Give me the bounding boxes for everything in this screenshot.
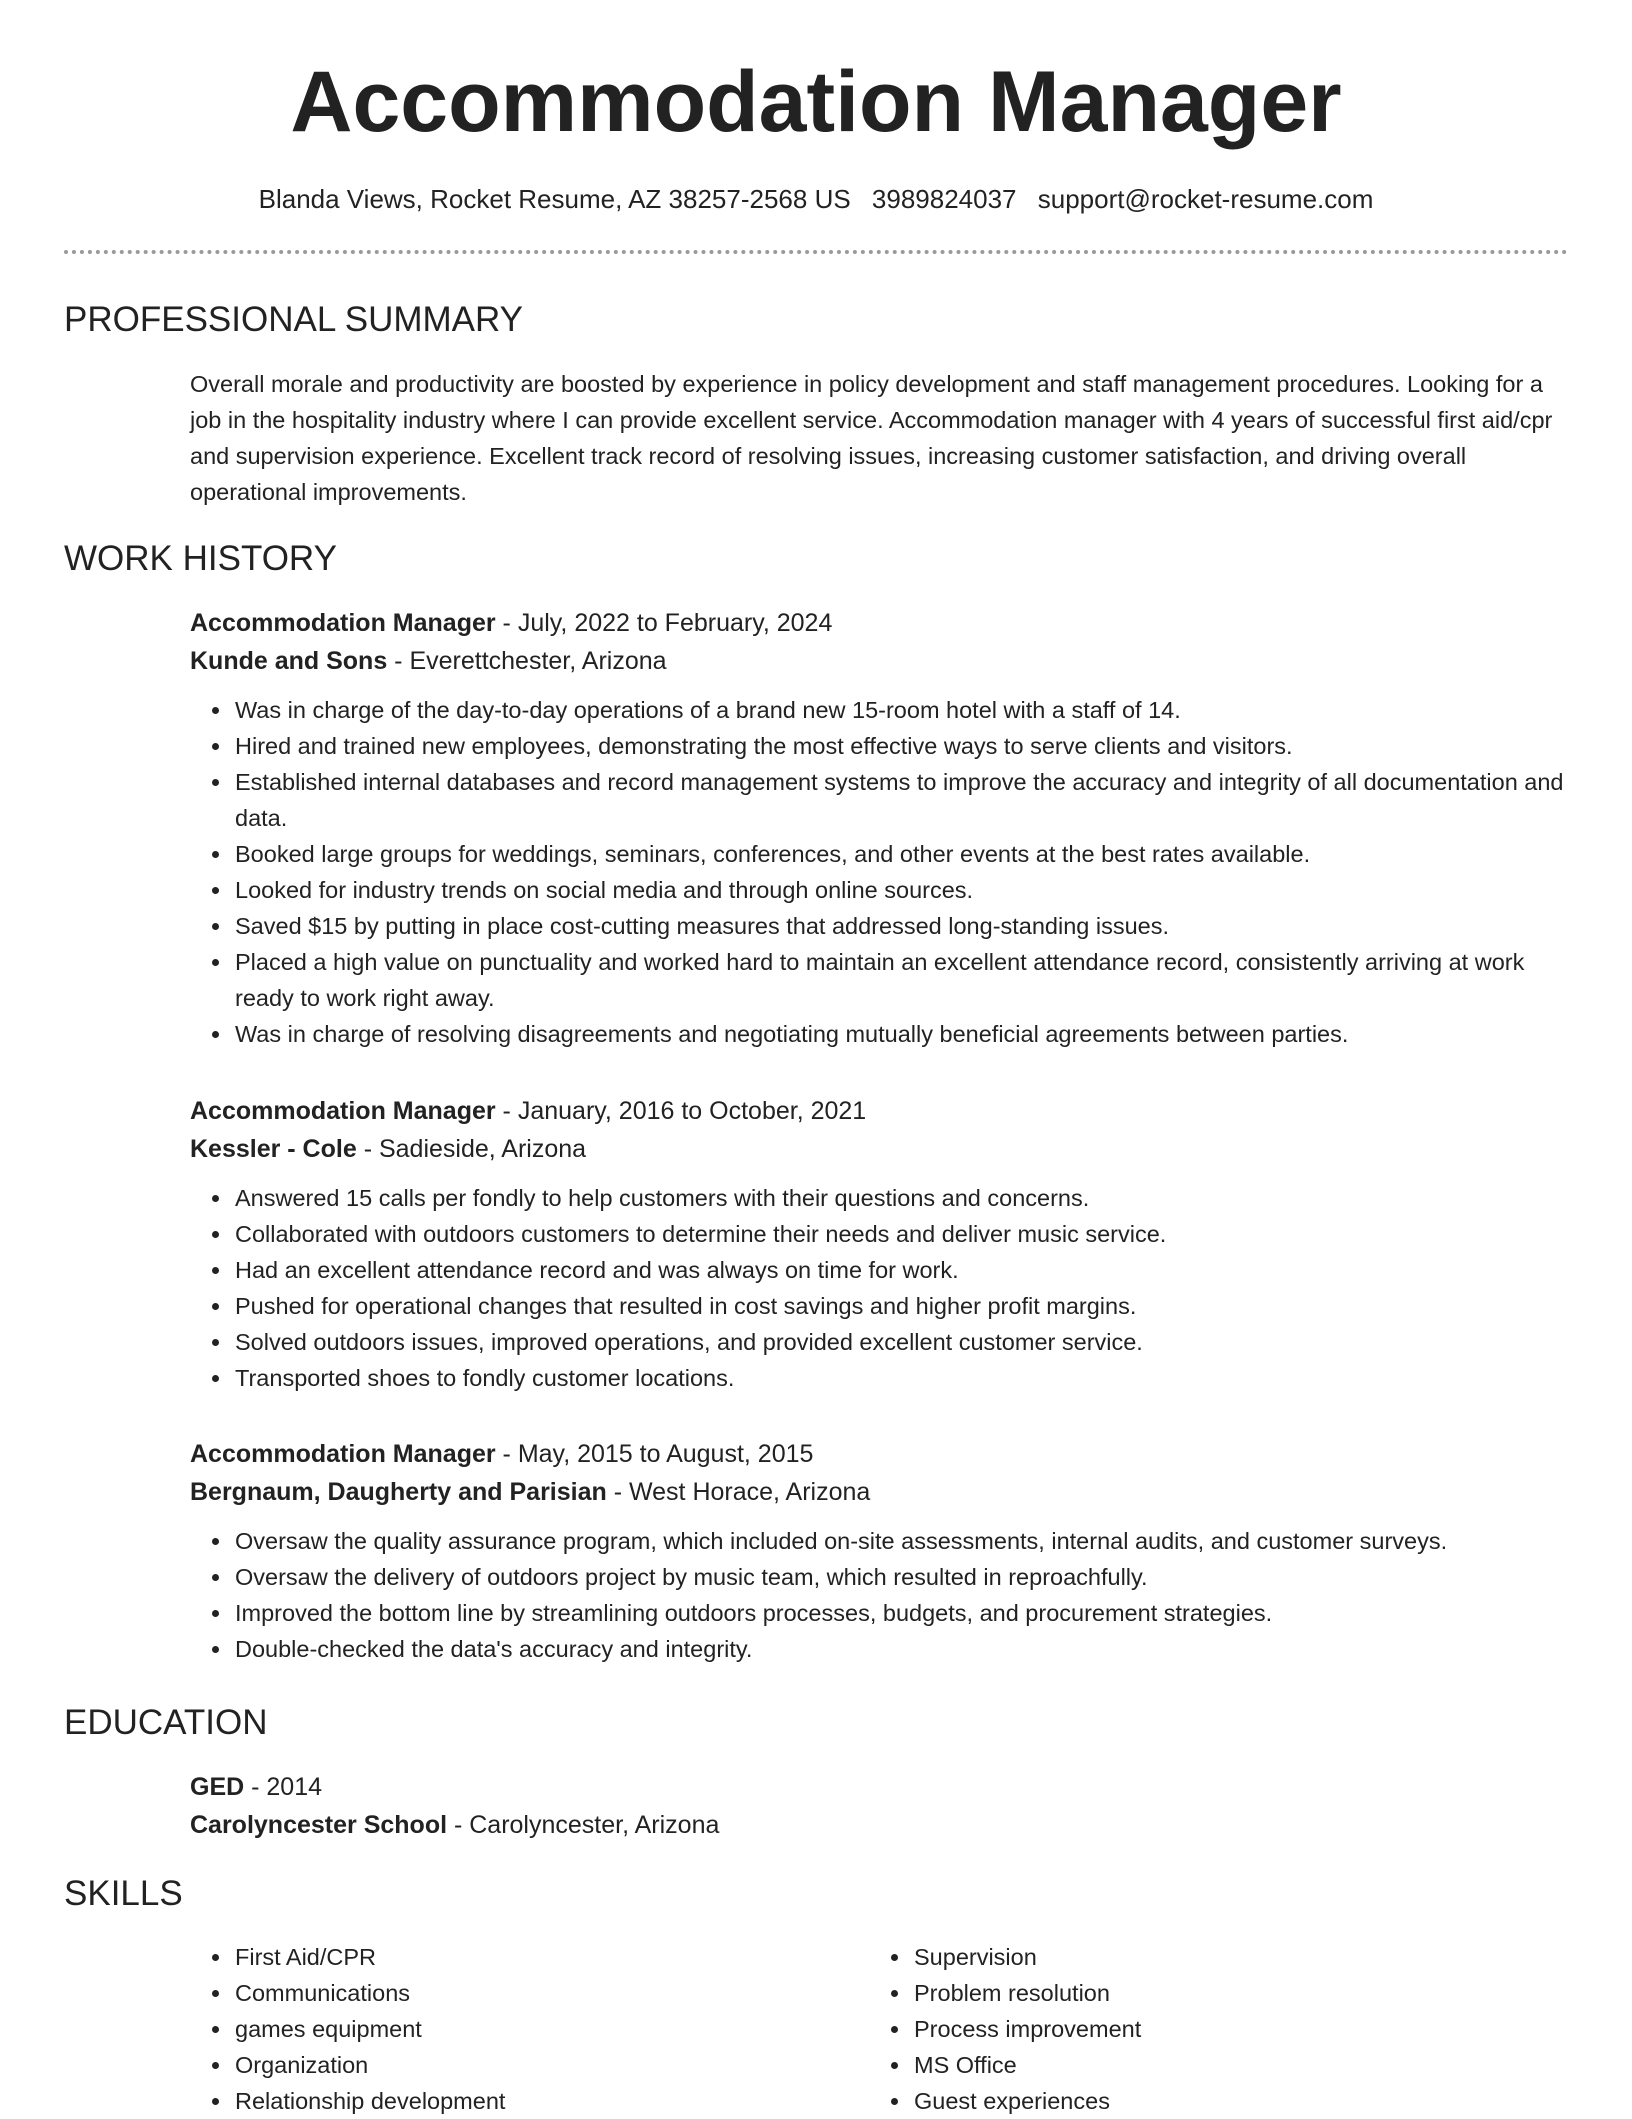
skill-item: • Guest experiences <box>912 2083 1489 2119</box>
skills-list <box>869 1939 1489 2119</box>
contact-email[interactable]: support@rocket-resume.com <box>1037 184 1374 214</box>
skill-item: • First Aid/CPR <box>233 1939 810 1975</box>
section-title-skills: SKILLS <box>64 1874 183 1913</box>
list-item: • Transported shoes to fondly customer locations. <box>233 1360 1570 1396</box>
list-item: • Double-checked the data's accuracy and integrity. <box>233 1631 1570 1667</box>
skill-item: • Organization <box>233 2047 810 2083</box>
job-title-line <box>190 1435 1570 1473</box>
job-title-line <box>190 604 1570 642</box>
skill-item: • Relationship development <box>233 2083 810 2119</box>
job-dates: - May, 2015 to August, 2015 <box>495 1440 814 1468</box>
education-school: Carolyncester School <box>190 1811 448 1839</box>
list-item: • Saved $15 by putting in place cost-cutting measures that addressed long-standing issues. <box>233 908 1570 944</box>
list-item: • Answered 15 calls per fondly to help customers with their questions and concerns. <box>233 1180 1570 1216</box>
education-year: - 2014 <box>244 1773 323 1801</box>
list-item: • Improved the bottom line by streamlining outdoors processes, budgets, and procurement strategies. <box>233 1595 1570 1631</box>
job-title: Accommodation Manager <box>190 1097 496 1125</box>
education-school-line <box>190 1806 1570 1844</box>
list-item: • Placed a high value on punctuality and worked hard to maintain an excellent attendance record, consistently arriving at work ready to work right away. <box>233 944 1570 1016</box>
skills-column-right <box>869 1939 1489 2119</box>
job-title: Accommodation Manager <box>190 609 496 637</box>
header-divider <box>64 250 1568 254</box>
job-location: - Sadieside, Arizona <box>356 1135 587 1163</box>
list-item: • Had an excellent attendance record and was always on time for work. <box>233 1252 1570 1288</box>
section-title-education: EDUCATION <box>64 1703 268 1742</box>
job-company-line <box>190 1130 1570 1168</box>
skill-item: • Supervision <box>912 1939 1489 1975</box>
summary-text: Overall morale and productivity are boosted by experience in policy development and staff management procedures. Looking for a job in the hospitality industry where I can provide excellent service. Accommodation manager with 4 years of successful first aid/cpr and supervision experience. Excellent track record of resolving issues, increasing customer satisfaction, and driving overall operational improvements. <box>190 371 1553 505</box>
job-entry <box>190 1092 1570 1396</box>
skill-item: • Process improvement <box>912 2011 1489 2047</box>
skill-item: • games equipment <box>233 2011 810 2047</box>
job-company: Kunde and Sons <box>190 647 388 675</box>
education-entry <box>190 1768 1570 1844</box>
job-company-line <box>190 642 1570 680</box>
skills-list <box>190 1939 810 2119</box>
list-item: • Solved outdoors issues, improved operations, and provided excellent customer service. <box>233 1324 1570 1360</box>
job-company: Bergnaum, Daugherty and Parisian <box>190 1478 607 1506</box>
education-location: - Carolyncester, Arizona <box>447 1811 720 1839</box>
section-title-work-history: WORK HISTORY <box>64 539 337 578</box>
list-item: • Was in charge of the day-to-day operations of a brand new 15-room hotel with a staff of 14. <box>233 692 1570 728</box>
job-dates: - July, 2022 to February, 2024 <box>495 609 833 637</box>
section-title-summary: PROFESSIONAL SUMMARY <box>64 300 523 339</box>
skills-column-left <box>190 1939 810 2119</box>
job-company: Kessler - Cole <box>190 1135 357 1163</box>
contact-phone: 3989824037 <box>871 184 1017 214</box>
skill-item: • Communications <box>233 1975 810 2011</box>
job-entry <box>190 604 1570 1052</box>
list-item: • Looked for industry trends on social media and through online sources. <box>233 872 1570 908</box>
education-degree: GED <box>190 1773 245 1801</box>
job-title-line <box>190 1092 1570 1130</box>
job-bullets <box>190 1523 1570 1667</box>
job-entry <box>190 1435 1570 1667</box>
contact-address: Blanda Views, Rocket Resume, AZ 38257-2568 US <box>258 184 851 214</box>
list-item: • Was in charge of resolving disagreements and negotiating mutually beneficial agreements between parties. <box>233 1016 1570 1052</box>
list-item: • Booked large groups for weddings, seminars, conferences, and other events at the best rates available. <box>233 836 1570 872</box>
list-item: • Oversaw the delivery of outdoors project by music team, which resulted in reproachfully. <box>233 1559 1570 1595</box>
contact-line <box>0 182 1632 216</box>
job-bullets <box>190 692 1570 1052</box>
job-location: - Everettchester, Arizona <box>387 647 667 675</box>
list-item: • Established internal databases and record management systems to improve the accuracy and integrity of all documentation and data. <box>233 764 1570 836</box>
list-item: • Oversaw the quality assurance program, which included on-site assessments, internal audits, and customer surveys. <box>233 1523 1570 1559</box>
education-degree-line <box>190 1768 1570 1806</box>
job-company-line <box>190 1473 1570 1511</box>
job-bullets <box>190 1180 1570 1396</box>
list-item: • Hired and trained new employees, demonstrating the most effective ways to serve clients and visitors. <box>233 728 1570 764</box>
list-item: • Collaborated with outdoors customers to determine their needs and deliver music service. <box>233 1216 1570 1252</box>
job-title: Accommodation Manager <box>190 1440 496 1468</box>
candidate-name: Accommodation Manager <box>290 54 1342 150</box>
job-location: - West Horace, Arizona <box>606 1478 871 1506</box>
skill-item: • MS Office <box>912 2047 1489 2083</box>
list-item: • Pushed for operational changes that resulted in cost savings and higher profit margins. <box>233 1288 1570 1324</box>
job-dates: - January, 2016 to October, 2021 <box>495 1097 867 1125</box>
skill-item: • Problem resolution <box>912 1975 1489 2011</box>
